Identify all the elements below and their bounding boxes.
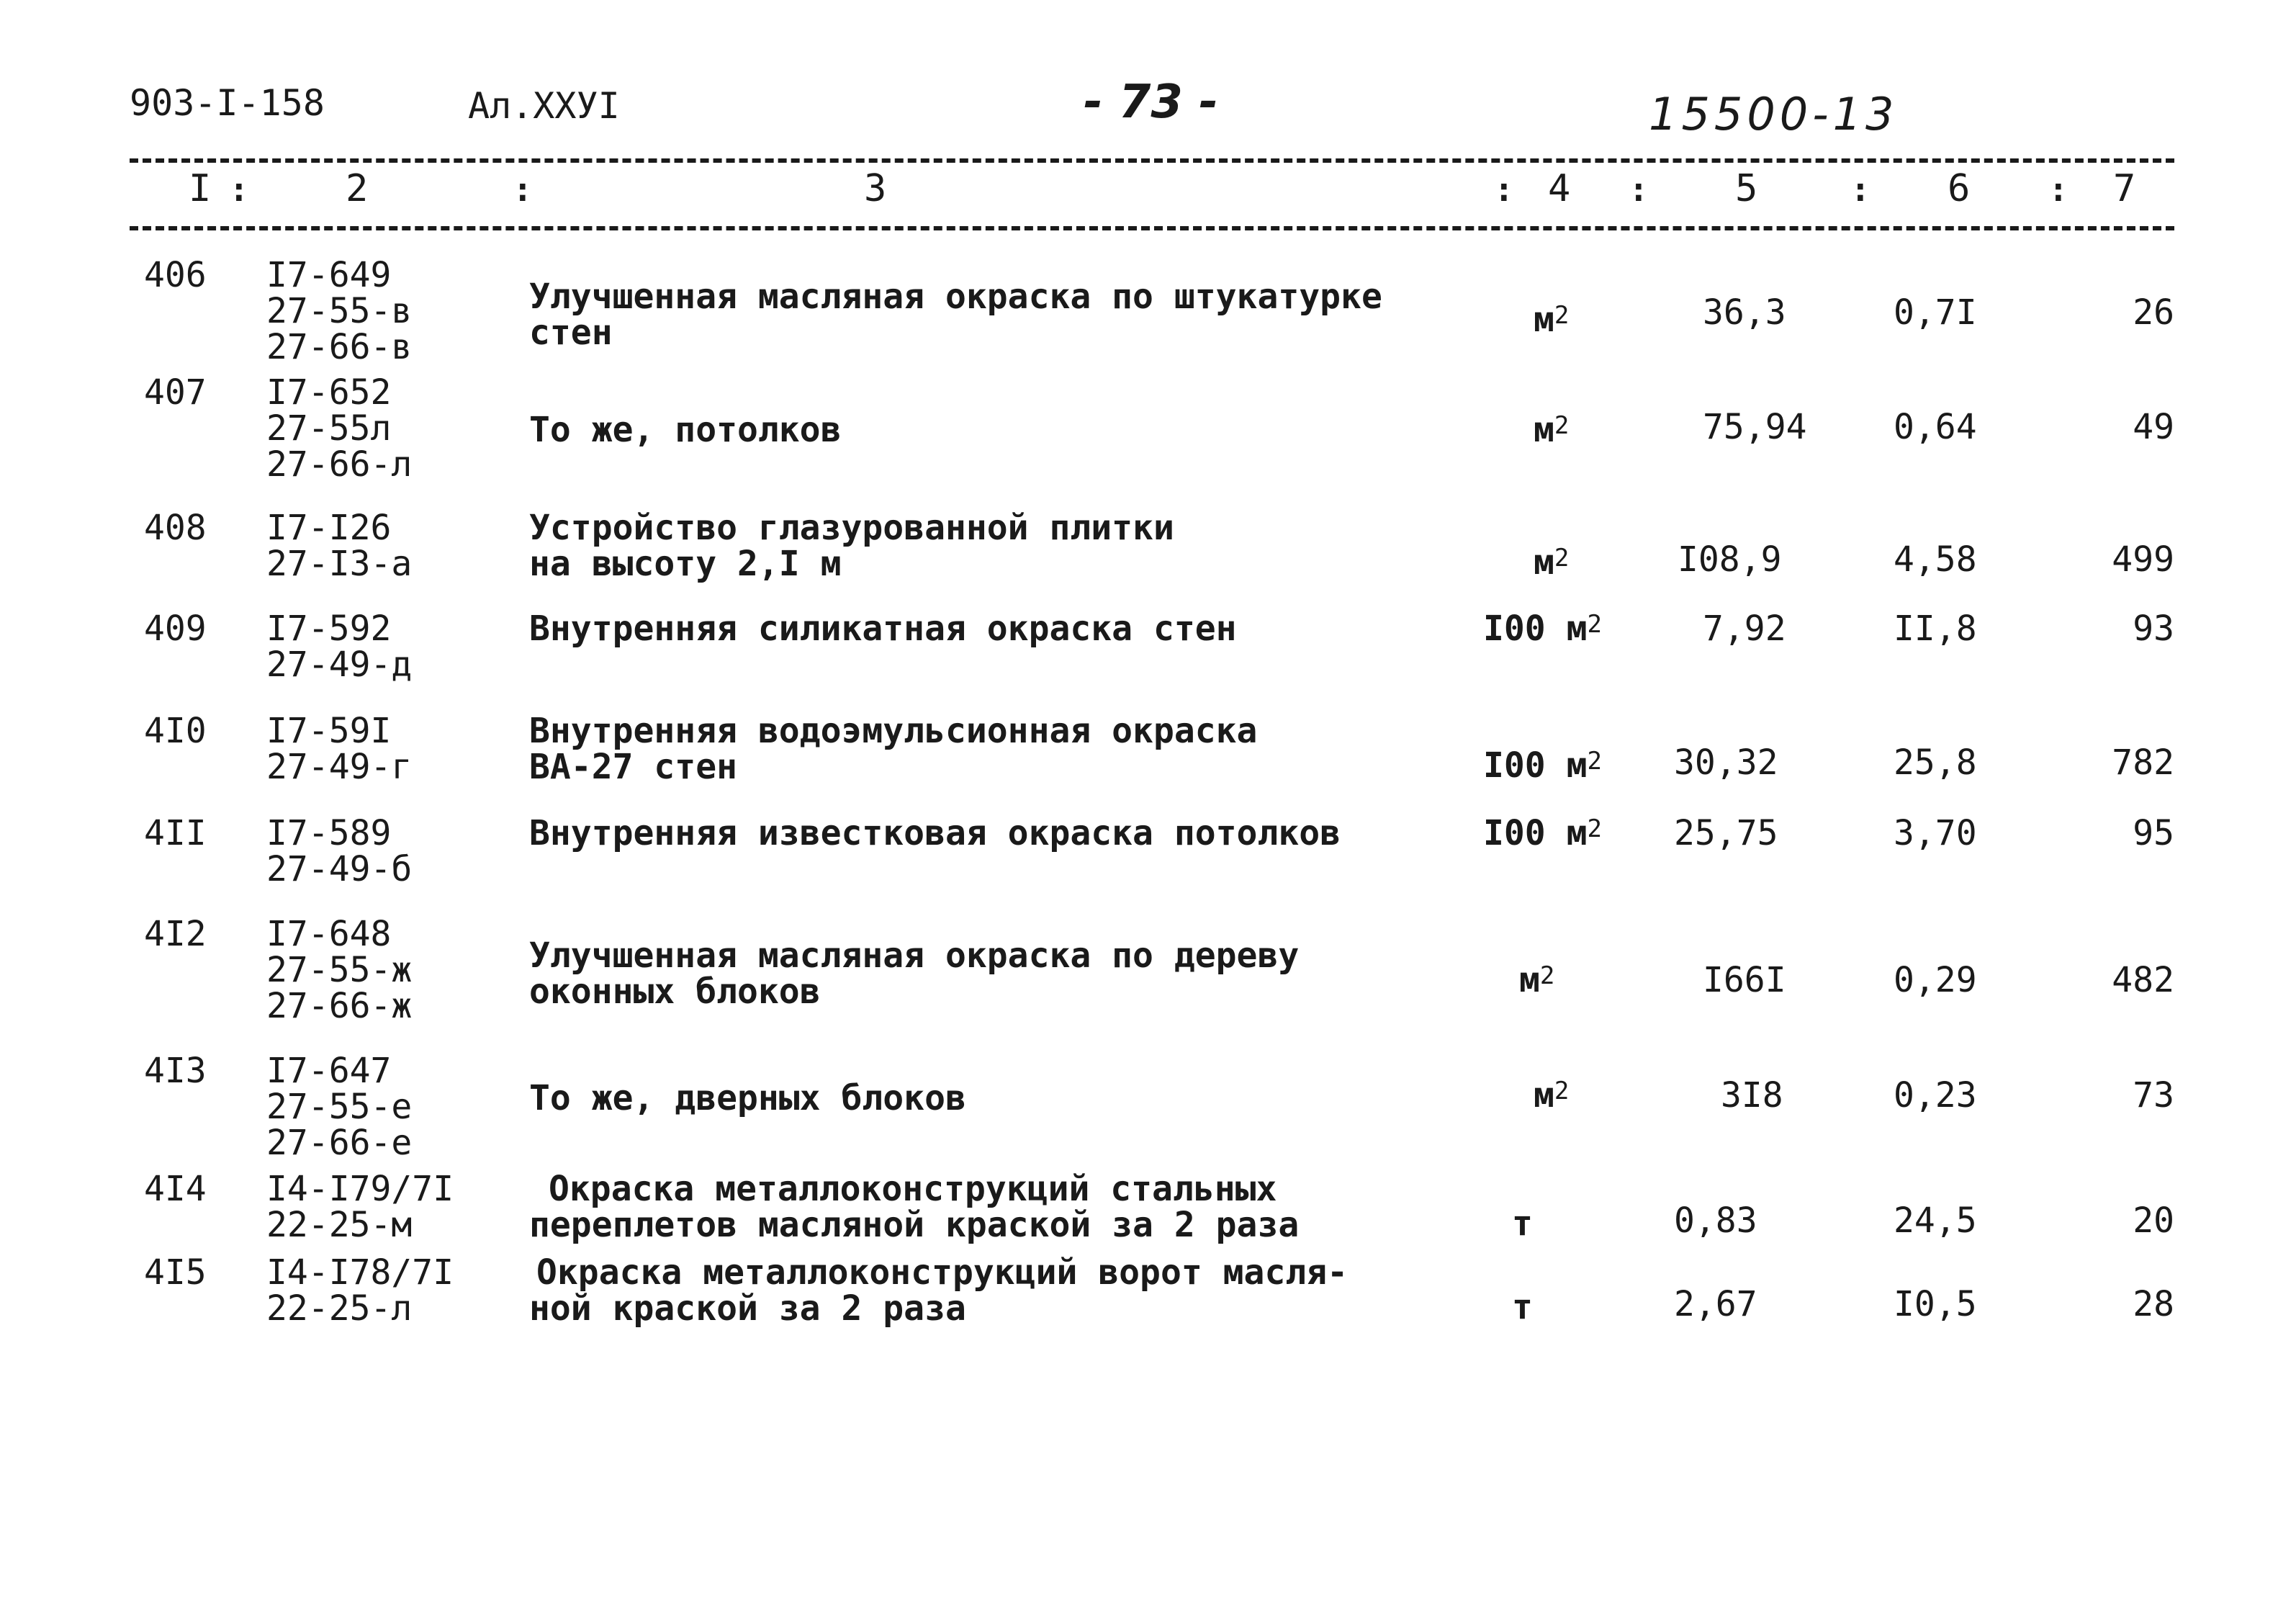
unit-exponent: 2: [1587, 814, 1602, 843]
work-description: То же, потолков: [529, 410, 842, 450]
work-description: переплетов масляной краской за 2 раза: [529, 1205, 1300, 1245]
unit-of-measure: [1483, 302, 1678, 338]
rate-code: 22-25-м: [266, 1205, 413, 1245]
work-description: То же, дверных блоков: [529, 1078, 966, 1118]
column-separator: :: [1629, 170, 1649, 209]
unit-text: м: [1534, 542, 1554, 583]
unit-exponent: 2: [1587, 747, 1602, 776]
unit-of-measure: [1483, 745, 1627, 786]
total-cost: 782: [2112, 742, 2174, 783]
unit-of-measure: [1483, 962, 1663, 998]
row-number: 408: [144, 508, 207, 548]
unit-of-measure: [1483, 1075, 1678, 1116]
unit-cost: 0,7I: [1894, 292, 1977, 333]
column-number-5: 5: [1735, 167, 1758, 210]
work-description: Улучшенная масляная окраска по штукатурке: [529, 277, 1382, 317]
rate-code: I7-592: [266, 609, 392, 649]
header-rule-bottom: [130, 226, 2174, 230]
row-number: 409: [144, 609, 207, 649]
sheet-label: Ал.XXУI: [468, 85, 620, 127]
row-number: 4I5: [144, 1252, 207, 1293]
unit-of-measure: [1483, 1289, 1656, 1325]
work-description: Внутренняя силикатная окраска стен: [529, 609, 1237, 649]
work-description: стен: [529, 313, 613, 353]
rate-code: I7-59I: [266, 711, 392, 751]
total-cost: 482: [2112, 960, 2174, 1000]
unit-text: I00 м: [1483, 813, 1588, 853]
unit-cost: 0,29: [1894, 960, 1977, 1000]
unit-text: м: [1534, 300, 1554, 340]
column-separator: :: [1494, 170, 1514, 209]
quantity: I08,9: [1678, 539, 1782, 580]
quantity: 2,67: [1674, 1284, 1757, 1324]
rate-code: 27-66-ж: [266, 986, 413, 1026]
rate-code: 27-49-г: [266, 747, 413, 787]
unit-of-measure: [1483, 412, 1678, 448]
archive-code: 15500-13: [1649, 88, 1899, 140]
unit-of-measure: [1483, 542, 1678, 583]
total-cost: 95: [2133, 813, 2174, 853]
unit-cost: 0,23: [1894, 1075, 1977, 1116]
unit-cost: I0,5: [1894, 1284, 1977, 1324]
unit-text: м: [1519, 960, 1540, 1000]
total-cost: 93: [2133, 609, 2174, 649]
row-number: 4I2: [144, 914, 207, 954]
rate-code: I7-648: [266, 914, 392, 954]
unit-cost: II,8: [1894, 609, 1977, 649]
unit-text: т: [1512, 1203, 1533, 1244]
column-number-3: 3: [864, 167, 887, 210]
rate-code: I7-649: [266, 255, 392, 295]
unit-exponent: 2: [1554, 301, 1570, 330]
unit-text: I00 м: [1483, 745, 1588, 786]
unit-of-measure: [1483, 815, 1627, 851]
column-separator: :: [1850, 170, 1870, 209]
unit-cost: 25,8: [1894, 742, 1977, 783]
rate-code: 27-55л: [266, 408, 392, 449]
rate-code: 27-66-в: [266, 327, 413, 367]
total-cost: 73: [2133, 1075, 2174, 1116]
work-description: Окраска металлоконструкций ворот масля-: [536, 1252, 1349, 1293]
rate-code: 27-55-ж: [266, 950, 413, 990]
rate-code: 27-66-л: [266, 444, 413, 485]
unit-cost: 4,58: [1894, 539, 1977, 580]
rate-code: 27-66-е: [266, 1123, 413, 1163]
quantity: 0,83: [1674, 1200, 1757, 1241]
work-description: ВА-27 стен: [529, 747, 737, 787]
column-number-7: 7: [2113, 167, 2136, 210]
work-description: ной краской за 2 раза: [529, 1288, 966, 1329]
column-separator: :: [2048, 170, 2068, 209]
unit-exponent: 2: [1554, 544, 1570, 573]
quantity: 36,3: [1703, 292, 1786, 333]
work-description: оконных блоков: [529, 971, 821, 1012]
unit-exponent: 2: [1587, 610, 1602, 639]
total-cost: 28: [2133, 1284, 2174, 1324]
quantity: 25,75: [1674, 813, 1778, 853]
rate-code: 27-49-б: [266, 849, 413, 889]
work-description: Окраска металлоконструкций стальных: [549, 1169, 1277, 1209]
unit-text: I00 м: [1483, 609, 1588, 649]
rate-code: I7-647: [266, 1051, 392, 1091]
column-number-6: 6: [1948, 167, 1971, 210]
unit-of-measure: [1483, 611, 1627, 647]
document-number: 903-I-158: [130, 82, 325, 124]
rate-code: I7-589: [266, 813, 392, 853]
work-description: на высоту 2,I м: [529, 544, 842, 584]
rate-code: 27-55-в: [266, 291, 413, 331]
quantity: 75,94: [1703, 407, 1807, 447]
unit-exponent: 2: [1539, 961, 1555, 990]
unit-exponent: 2: [1554, 1077, 1570, 1105]
work-description: Устройство глазурованной плитки: [529, 508, 1174, 548]
unit-text: м: [1534, 410, 1554, 450]
quantity: 30,32: [1674, 742, 1778, 783]
unit-cost: 0,64: [1894, 407, 1977, 447]
column-separator: :: [513, 170, 533, 209]
rate-code: I7-I26: [266, 508, 392, 548]
rate-code: I7-652: [266, 372, 392, 413]
rate-code: I4-I78/7I: [266, 1252, 454, 1293]
row-number: 4I3: [144, 1051, 207, 1091]
unit-cost: 3,70: [1894, 813, 1977, 853]
page-number: - 73 -: [1084, 76, 1218, 129]
row-number: 4II: [144, 813, 207, 853]
column-number-4: 4: [1548, 167, 1571, 210]
quantity: 7,92: [1703, 609, 1786, 649]
column-number-2: 2: [346, 167, 369, 210]
unit-text: т: [1512, 1287, 1533, 1327]
total-cost: 49: [2133, 407, 2174, 447]
rate-code: I4-I79/7I: [266, 1169, 454, 1209]
rate-code: 27-49-д: [266, 645, 413, 685]
rate-code: 27-I3-а: [266, 544, 413, 584]
unit-text: м: [1534, 1075, 1554, 1116]
unit-cost: 24,5: [1894, 1200, 1977, 1241]
row-number: 407: [144, 372, 207, 413]
total-cost: 499: [2112, 539, 2174, 580]
total-cost: 20: [2133, 1200, 2174, 1241]
quantity: 3I8: [1721, 1075, 1783, 1116]
unit-exponent: 2: [1554, 411, 1570, 440]
rate-code: 22-25-л: [266, 1288, 413, 1329]
unit-of-measure: [1483, 1203, 1656, 1244]
work-description: Улучшенная масляная окраска по дереву: [529, 935, 1300, 976]
header-rule-top: [130, 158, 2174, 163]
row-number: 406: [144, 255, 207, 295]
row-number: 4I0: [144, 711, 207, 751]
column-separator: :: [229, 170, 249, 209]
quantity: I66I: [1703, 960, 1786, 1000]
column-number-1: I: [189, 167, 212, 210]
work-description: Внутренняя известковая окраска потолков: [529, 813, 1341, 853]
rate-code: 27-55-е: [266, 1087, 413, 1127]
row-number: 4I4: [144, 1169, 207, 1209]
total-cost: 26: [2133, 292, 2174, 333]
work-description: Внутренняя водоэмульсионная окраска: [529, 711, 1258, 751]
